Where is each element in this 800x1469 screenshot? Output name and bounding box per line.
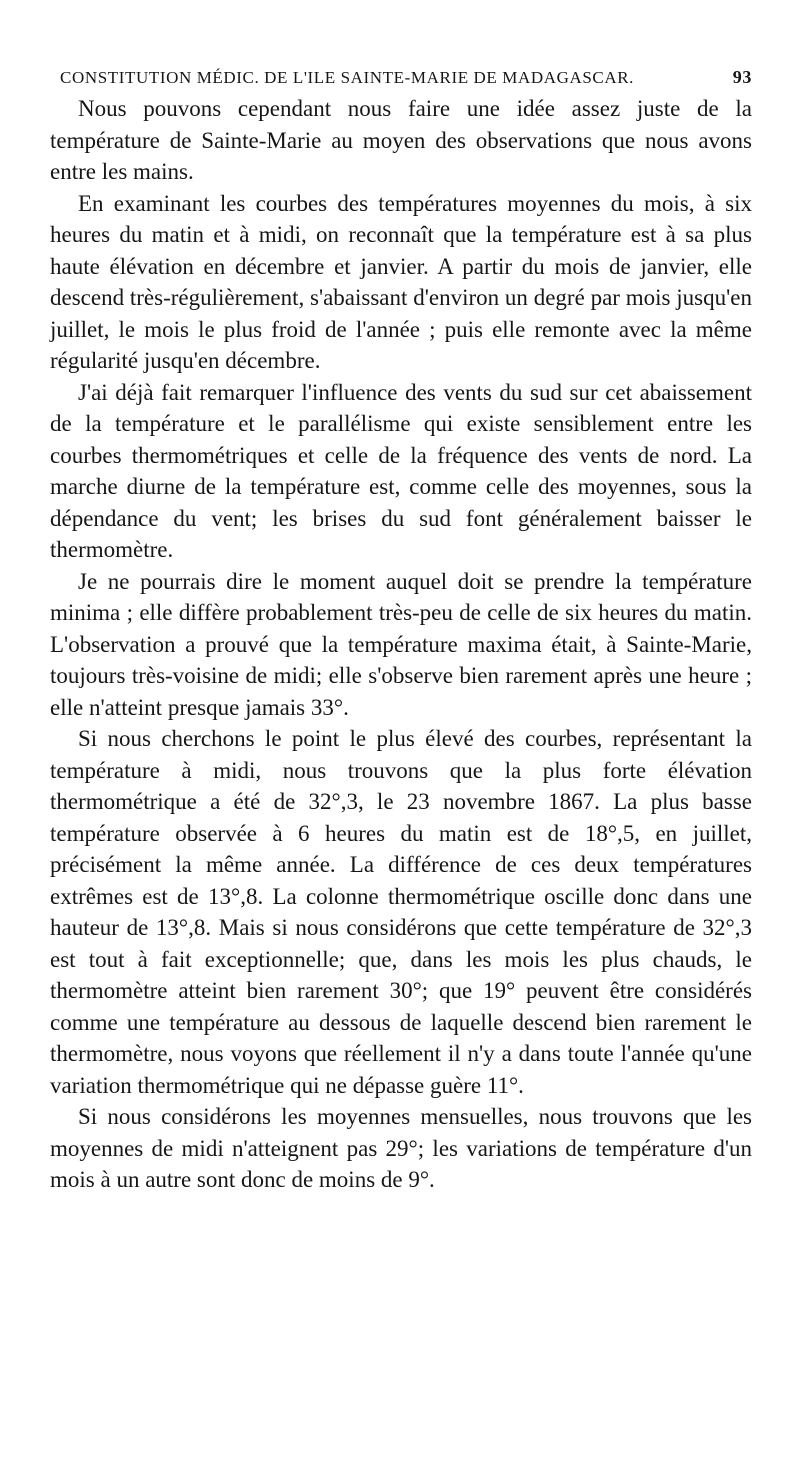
paragraph-1: Nous pouvons cependant nous faire une idée assez juste de la température de Sainte-Marie au moyen des observations que nous avons entre les mains.	[50, 96, 752, 184]
paragraph-5: Si nous cherchons le point le plus élevé des courbes, représentant la température à midi, nous trouvons que la plus forte élévation thermométrique a été de 32°,3, le 23 novembre 1867. La plus basse température observée à 6 heures du matin est de 18°,5, en juillet, précisément la même année. La différence de ces deux températures extrêmes est de 13°,8. La colonne thermométrique oscille donc dans une hauteur de 13°,8. Mais si nous considérons que cette température de 32°,3 est tout à fait exceptionnelle; que, dans les mois les plus chauds, le thermomètre atteint bien rarement 30°; que 19° peuvent être considérés comme une température au dessous de laquelle descend bien rarement le thermomètre, nous voyons que réellement il n'y a dans toute l'année qu'une variation thermométrique qui ne dépasse guère 11°.	[50, 726, 752, 1098]
page-number: 93	[732, 67, 752, 87]
paragraph-6: Si nous considérons les moyennes mensuelles, nous trouvons que les moyennes de midi n'atteignent pas 29°; les variations de température d'un mois à un autre sont donc de moins de 9°.	[50, 1104, 752, 1192]
paragraph-2: En examinant les courbes des températures moyennes du mois, à six heures du matin et à midi, on reconnaît que la température est à sa plus haute élévation en décembre et janvier. A partir du mois de janvier, elle descend très-régulièrement, s'abaissant d'environ un degré par mois jusqu'en juillet, le mois le plus froid de l'année ; puis elle remonte avec la même régularité jusqu'en décembre.	[50, 190, 752, 373]
running-head	[50, 64, 752, 91]
book-page	[50, 64, 752, 1196]
paragraph-3: J'ai déjà fait remarquer l'influence des vents du sud sur cet abaissement de la température et le parallélisme qui existe sensiblement entre les courbes thermométriques et celle de la fréquence des vents de nord. La marche diurne de la température est, comme celle des moyennes, sous la dépendance du vent; les brises du sud font généralement baisser le thermomètre.	[50, 379, 752, 562]
paragraph-4: Je ne pourrais dire le moment auquel doit se prendre la température minima ; elle diffère probablement très-peu de celle de six heures du matin. L'observation a prouvé que la température maxima était, à Sainte-Marie, toujours très-voisine de midi; elle s'observe bien rarement après une heure ; elle n'atteint presque jamais 33°.	[50, 568, 752, 720]
running-title: CONSTITUTION MÉDIC. DE L'ILE SAINTE-MARIE DE MADAGASCAR.	[60, 68, 635, 87]
body-text	[50, 93, 752, 1196]
